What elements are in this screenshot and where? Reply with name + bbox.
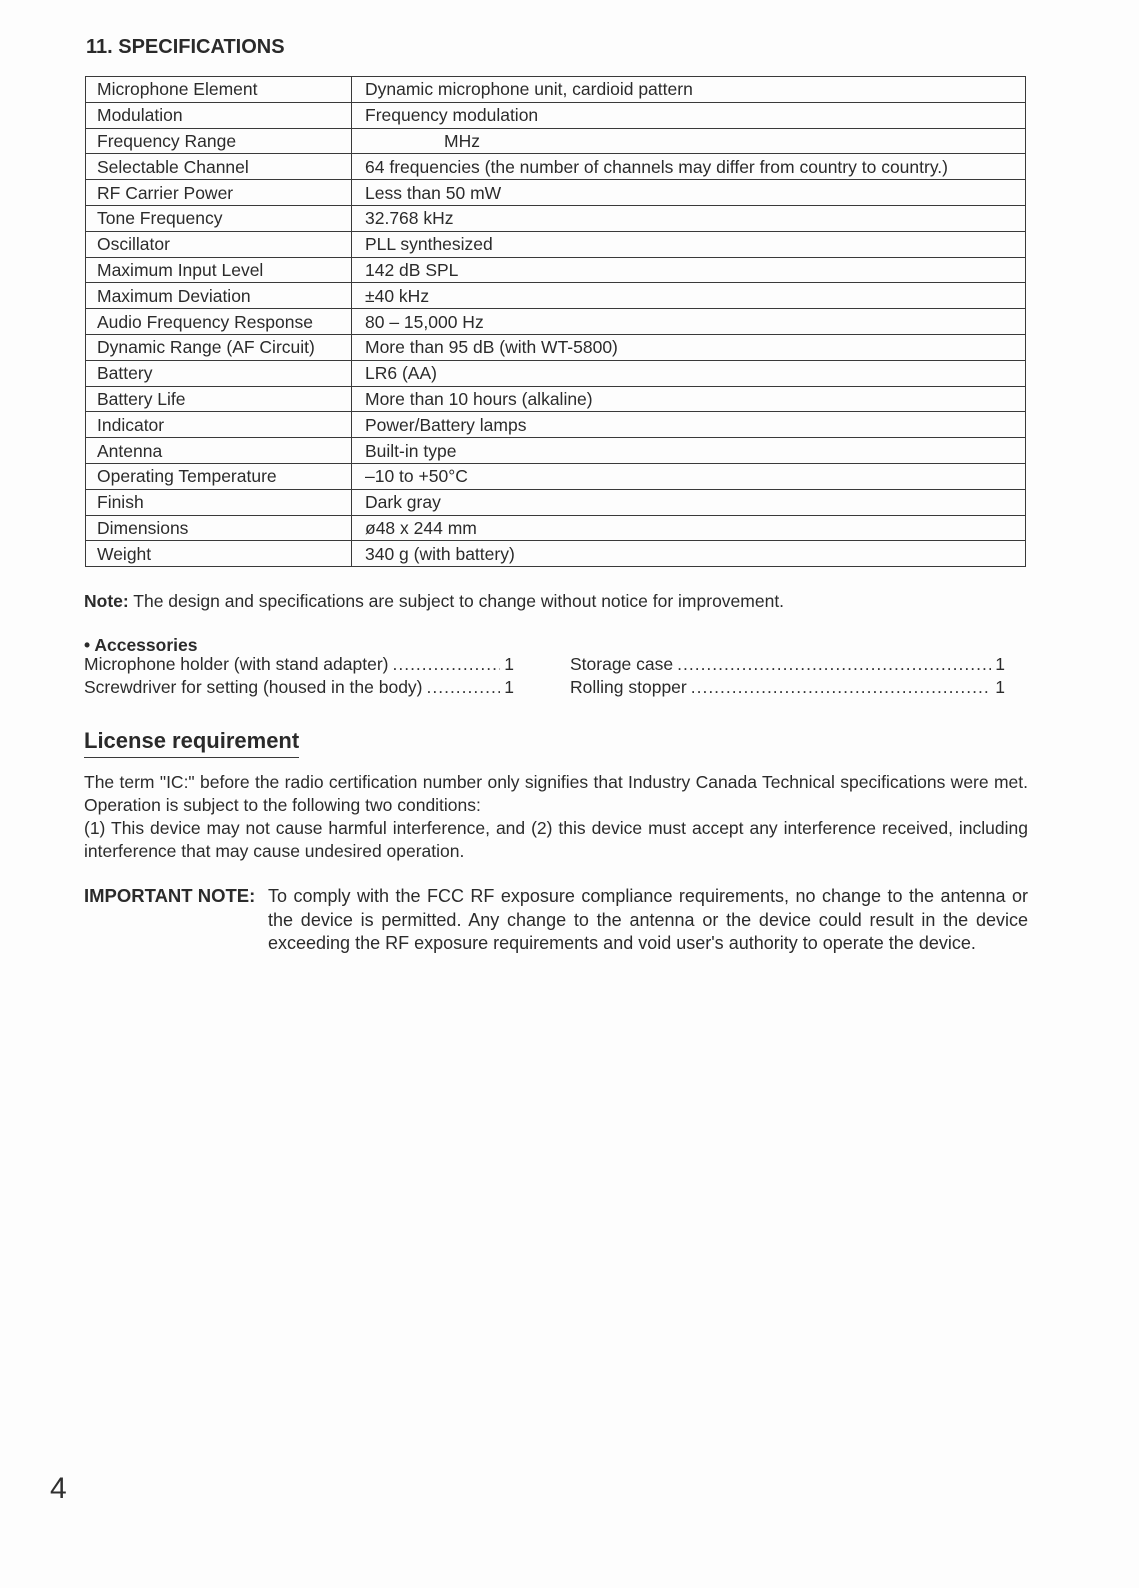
- table-row: [86, 283, 1026, 309]
- spec-value: PLL synthesized: [352, 231, 1026, 257]
- spec-value: 64 frequencies (the number of channels may differ from country to country.): [352, 154, 1026, 180]
- table-row: [86, 386, 1026, 412]
- spec-value: Frequency modulation: [352, 102, 1026, 128]
- accessory-name: Microphone holder (with stand adapter): [84, 654, 389, 674]
- table-row: [86, 489, 1026, 515]
- spec-label: Weight: [86, 541, 352, 567]
- note: [84, 591, 784, 612]
- spec-value: Dynamic microphone unit, cardioid pattern: [352, 77, 1026, 103]
- spec-label: Selectable Channel: [86, 154, 352, 180]
- table-row: [86, 128, 1026, 154]
- spec-value: 32.768 kHz: [352, 205, 1026, 231]
- table-row: [86, 334, 1026, 360]
- spec-label: Oscillator: [86, 231, 352, 257]
- spec-label: Microphone Element: [86, 77, 352, 103]
- spec-value: Power/Battery lamps: [352, 412, 1026, 438]
- table-row: [86, 231, 1026, 257]
- section-title: 11. SPECIFICATIONS: [86, 36, 285, 58]
- accessories-heading: • Accessories: [84, 635, 198, 655]
- accessory-qty: 1: [995, 677, 1005, 697]
- table-row: [86, 77, 1026, 103]
- table-row: [86, 309, 1026, 335]
- accessory-item: [84, 654, 514, 675]
- spec-label: Audio Frequency Response: [86, 309, 352, 335]
- spec-value: Less than 50 mW: [352, 180, 1026, 206]
- spec-label: Maximum Input Level: [86, 257, 352, 283]
- license-heading: License requirement: [84, 728, 299, 758]
- table-row: [86, 412, 1026, 438]
- note-label: Note:: [84, 591, 129, 611]
- table-row: [86, 360, 1026, 386]
- table-row: [86, 154, 1026, 180]
- spec-value: Dark gray: [352, 489, 1026, 515]
- spec-value: 340 g (with battery): [352, 541, 1026, 567]
- license-paragraph-2: (1) This device may not cause harmful interference, and (2) this device must accept any interference received, including interference that may cause undesired operation.: [84, 818, 1028, 861]
- table-row: [86, 438, 1026, 464]
- table-row: [86, 257, 1026, 283]
- dot-leader: [427, 677, 501, 698]
- spec-value: Built-in type: [352, 438, 1026, 464]
- accessory-name: Storage case: [570, 654, 674, 674]
- accessory-name: Screwdriver for setting (housed in the body): [84, 677, 423, 697]
- table-row: [86, 180, 1026, 206]
- specifications-table: [85, 76, 1026, 567]
- note-text: The design and specifications are subject to change without notice for improvement.: [133, 591, 785, 611]
- spec-value: ø48 x 244 mm: [352, 515, 1026, 541]
- accessory-name: Rolling stopper: [570, 677, 687, 697]
- spec-label: Tone Frequency: [86, 205, 352, 231]
- spec-value: 80 – 15,000 Hz: [352, 309, 1026, 335]
- accessory-qty: 1: [504, 677, 514, 697]
- table-row: [86, 102, 1026, 128]
- spec-value: MHz: [352, 128, 1026, 154]
- license-paragraph-1: The term "IC:" before the radio certification number only signifies that Industry Canada Technical specifications were met. Operation is subject to the following two conditions:: [84, 772, 1028, 815]
- spec-label: Modulation: [86, 102, 352, 128]
- table-row: [86, 541, 1026, 567]
- dot-leader: [691, 677, 992, 698]
- accessory-qty: 1: [504, 654, 514, 674]
- dot-leader: [677, 654, 991, 675]
- accessory-qty: 1: [995, 654, 1005, 674]
- spec-label: Finish: [86, 489, 352, 515]
- spec-label: Dynamic Range (AF Circuit): [86, 334, 352, 360]
- spec-label: Indicator: [86, 412, 352, 438]
- spec-value: –10 to +50°C: [352, 463, 1026, 489]
- important-note-text: To comply with the FCC RF exposure compliance requirements, no change to the antenna or the device is permitted. Any change to the antenna or the device could result in the device exceeding the RF exposure requirements and void user's authority to operate the device.: [268, 886, 1028, 953]
- accessory-item: [84, 677, 514, 698]
- spec-label: Battery: [86, 360, 352, 386]
- table-row: [86, 463, 1026, 489]
- spec-label: Operating Temperature: [86, 463, 352, 489]
- table-row: [86, 205, 1026, 231]
- spec-label: Maximum Deviation: [86, 283, 352, 309]
- spec-value: More than 95 dB (with WT-5800): [352, 334, 1026, 360]
- page-number: 4: [50, 1472, 67, 1505]
- important-note-label: IMPORTANT NOTE:: [84, 885, 256, 906]
- table-row: [86, 515, 1026, 541]
- spec-value: LR6 (AA): [352, 360, 1026, 386]
- spec-label: Battery Life: [86, 386, 352, 412]
- spec-label: Frequency Range: [86, 128, 352, 154]
- spec-label: Antenna: [86, 438, 352, 464]
- spec-value: ±40 kHz: [352, 283, 1026, 309]
- spec-value: More than 10 hours (alkaline): [352, 386, 1026, 412]
- accessory-item: [570, 654, 1005, 675]
- spec-value: 142 dB SPL: [352, 257, 1026, 283]
- accessory-item: [570, 677, 1005, 698]
- spec-label: Dimensions: [86, 515, 352, 541]
- dot-leader: [392, 654, 500, 675]
- spec-label: RF Carrier Power: [86, 180, 352, 206]
